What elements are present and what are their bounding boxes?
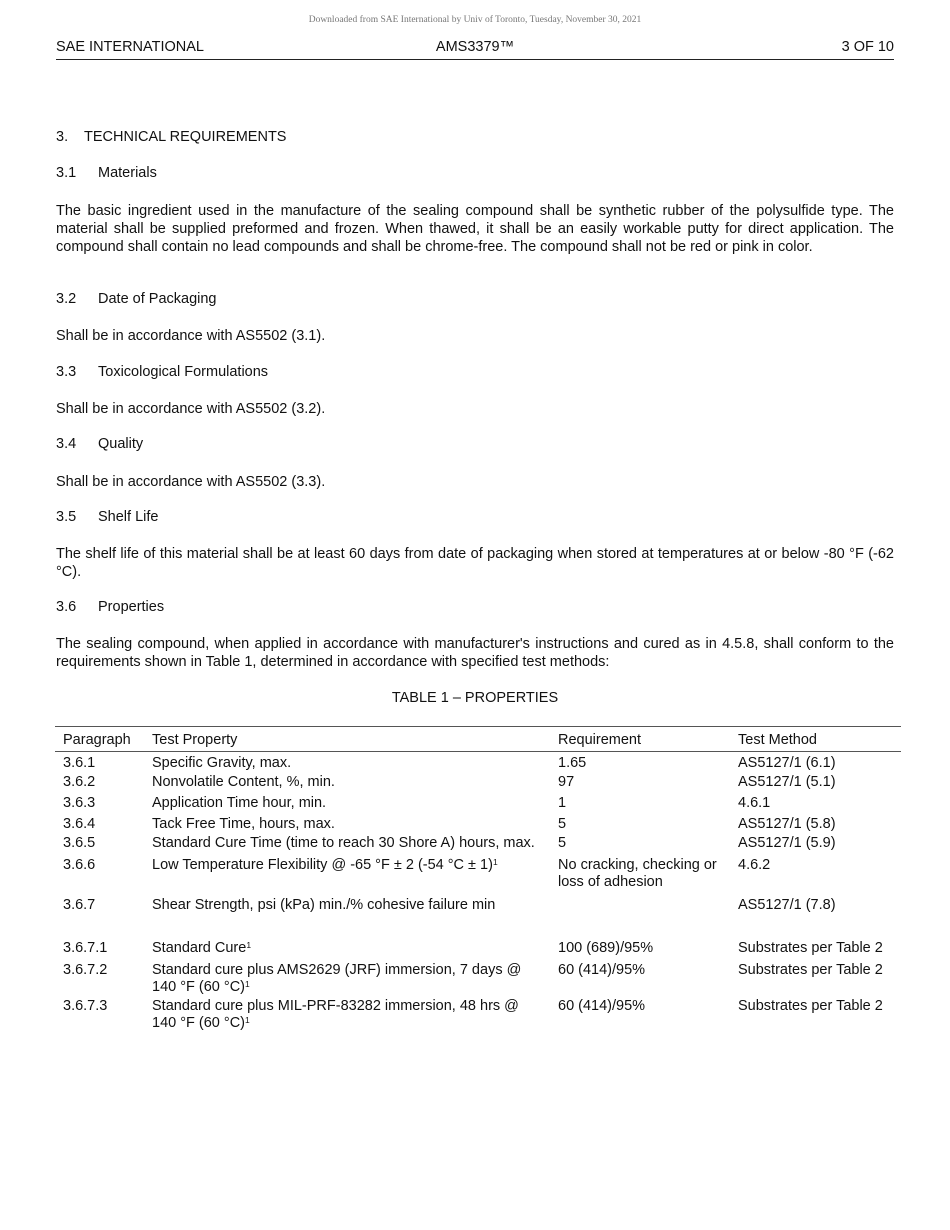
cell-property [152, 853, 558, 892]
cell-method: AS5127/1 (6.1) [738, 755, 836, 771]
cell-requirement: 60 (414)/95% [558, 962, 646, 978]
cell-requirement: 5 [558, 816, 567, 832]
properties-table [55, 726, 901, 1033]
cell-method: 4.6.2 [738, 857, 771, 873]
materials-paragraph: The basic ingredient used in the manufacture of the sealing compound shall be synthetic rubber of the polysulfide type. The material shall be supplied preformed and frozen. When thawed, it shall be an easily workable putty for direct application. The compound shall contain no lead compounds and shall be chrome-free. The compound shall not be red or pink in color. [56, 203, 894, 255]
cell-method: AS5127/1 (7.8) [738, 897, 836, 913]
section-number: 3. [56, 129, 69, 145]
header-organization: SAE INTERNATIONAL [56, 39, 204, 55]
subsection-heading-3-6 [56, 599, 164, 615]
cell-requirement: 97 [558, 774, 575, 790]
table-row [55, 892, 901, 915]
header-test-property: Test Property [152, 727, 558, 752]
cell-requirement: 100 (689)/95% [558, 940, 654, 956]
page-header [56, 39, 894, 60]
subsection-number: 3.5 [56, 509, 77, 525]
cell-requirement: 60 (414)/95% [558, 998, 646, 1014]
table-row [55, 958, 901, 997]
cell-paragraph: 3.6.3 [63, 795, 96, 811]
cell-method: Substrates per Table 2 [738, 940, 883, 956]
subsection-number: 3.3 [56, 364, 77, 380]
cell-requirement: 1.65 [558, 755, 587, 771]
header-document-number: AMS3379™ [435, 39, 515, 55]
cell-requirement [558, 892, 738, 915]
header-paragraph: Paragraph [55, 727, 152, 752]
cell-property [152, 997, 558, 1033]
cell-property [152, 792, 558, 813]
cell-method: AS5127/1 (5.1) [738, 774, 836, 790]
cell-paragraph: 3.6.6 [63, 857, 96, 873]
cell-requirement: 1 [558, 795, 567, 811]
subsection-title: Date of Packaging [98, 291, 217, 307]
subsection-title: Properties [98, 599, 165, 615]
table-header-row [55, 727, 901, 752]
subsection-title: Materials [98, 165, 157, 181]
table-row [55, 752, 901, 774]
toxicological-paragraph: Shall be in accordance with AS5502 (3.2). [56, 401, 326, 417]
table-title: TABLE 1 – PROPERTIES [391, 690, 559, 706]
property-text: Standard cure plus AMS2629 (JRF) immersion, 7 days @ 140 °F (60 °C) [152, 962, 522, 995]
property-text: Shear Strength, psi (kPa) min./% cohesive failure min [152, 897, 496, 913]
table-row [55, 792, 901, 813]
cell-method: Substrates per Table 2 [738, 962, 883, 978]
footnote-marker: 1 [245, 979, 250, 989]
table-spacer-row [55, 915, 901, 935]
cell-paragraph: 3.6.7.2 [63, 962, 108, 978]
table-row [55, 773, 901, 792]
property-text: Standard cure plus MIL-PRF-83282 immersion, 48 hrs @ 140 °F (60 °C) [152, 998, 519, 1031]
property-text: Standard Cure [152, 940, 247, 956]
cell-property [152, 958, 558, 997]
properties-paragraph: The sealing compound, when applied in accordance with manufacturer's instructions and cured as in 4.5.8, shall conform to the requirements shown in Table 1, determined in accordance with specified test methods: [56, 636, 894, 670]
subsection-heading-3-4 [56, 436, 143, 452]
cell-method: AS5127/1 (5.9) [738, 835, 836, 851]
subsection-heading-3-1 [56, 165, 157, 181]
subsection-number: 3.6 [56, 599, 77, 615]
table-row [55, 997, 901, 1033]
cell-property [152, 813, 558, 834]
property-text: Low Temperature Flexibility @ -65 °F ± 2 (-54 °C ± 1) [152, 857, 493, 873]
cell-paragraph: 3.6.7.3 [63, 998, 108, 1014]
cell-property [152, 935, 558, 958]
cell-requirement: No cracking, checking or loss of adhesion [558, 857, 717, 890]
subsection-number: 3.1 [56, 165, 77, 181]
header-requirement: Requirement [558, 727, 738, 752]
header-test-method: Test Method [738, 727, 901, 752]
cell-method: Substrates per Table 2 [738, 998, 883, 1014]
cell-method: 4.6.1 [738, 795, 771, 811]
footnote-marker: 1 [245, 1015, 250, 1025]
subsection-heading-3-5 [56, 509, 158, 525]
table-row [55, 813, 901, 834]
header-page-number: 3 OF 10 [841, 39, 894, 55]
section-heading [56, 129, 286, 145]
cell-paragraph: 3.6.5 [63, 835, 96, 851]
property-text: Application Time hour, min. [152, 795, 327, 811]
table-row [55, 935, 901, 958]
subsection-title: Quality [98, 436, 144, 452]
footnote-marker: 1 [492, 857, 498, 867]
spacer-cell [55, 915, 901, 935]
packaging-paragraph: Shall be in accordance with AS5502 (3.1). [56, 328, 326, 344]
table-row [55, 853, 901, 892]
property-text: Specific Gravity, max. [152, 755, 292, 771]
cell-property [152, 892, 558, 915]
quality-paragraph: Shall be in accordance with AS5502 (3.3). [56, 474, 326, 490]
shelf-life-paragraph: The shelf life of this material shall be at least 60 days from date of packaging when stored at temperatures at or below -80 °F (-62 °C). [56, 546, 894, 580]
property-text: Tack Free Time, hours, max. [152, 816, 335, 832]
subsection-heading-3-2 [56, 291, 217, 307]
section-title: TECHNICAL REQUIREMENTS [84, 129, 287, 145]
subsection-heading-3-3 [56, 364, 268, 380]
footnote-marker: 1 [246, 940, 252, 950]
cell-paragraph: 3.6.1 [63, 755, 96, 771]
subsection-number: 3.2 [56, 291, 77, 307]
subsection-number: 3.4 [56, 436, 77, 452]
subsection-title: Shelf Life [98, 509, 159, 525]
cell-property [152, 834, 558, 853]
table-row [55, 834, 901, 853]
cell-paragraph: 3.6.7 [63, 897, 96, 913]
cell-paragraph: 3.6.7.1 [63, 940, 108, 956]
subsection-title: Toxicological Formulations [98, 364, 269, 380]
cell-property [152, 773, 558, 792]
cell-method: AS5127/1 (5.8) [738, 816, 836, 832]
cell-property [152, 752, 558, 774]
property-text: Nonvolatile Content, %, min. [152, 774, 335, 790]
download-watermark: Downloaded from SAE International by Univ of Toronto, Tuesday, November 30, 2021 [308, 15, 642, 25]
cell-paragraph: 3.6.4 [63, 816, 96, 832]
cell-requirement: 5 [558, 835, 567, 851]
cell-paragraph: 3.6.2 [63, 774, 96, 790]
property-text: Standard Cure Time (time to reach 30 Shore A) hours, max. [152, 835, 535, 851]
